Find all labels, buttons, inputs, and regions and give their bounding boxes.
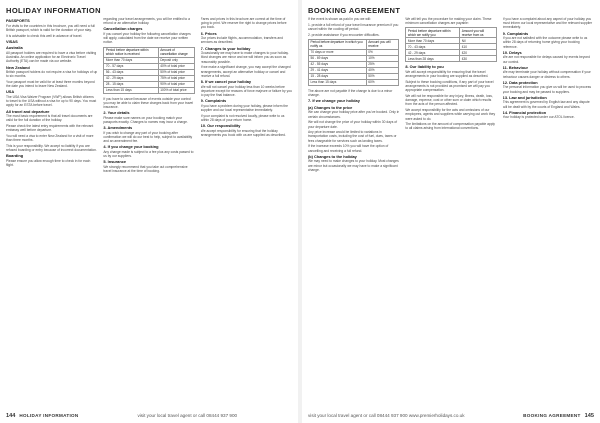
column-1 [308,17,399,405]
paragraph: We accept responsibility for ensuring that the holiday arrangements you book with us are supplied as described. [200,128,286,137]
column-2-body [405,65,496,130]
paragraph: The most basic requirement is that all travel documents are valid for the full duration of the holiday. [6,114,93,123]
compensation-table [405,27,496,62]
paragraph: Subject to these booking conditions, if any part of your travel arrangements is not provided as promised we will pay you appropriate compensation. [405,79,494,93]
paragraph: 1. provide a full refund of your travel insurance premium if you cancel within the cooling off period. [308,22,399,31]
section-heading: PASSPORTS [6,18,30,23]
column-header: Amount you will receive [366,39,399,49]
section-heading: 6. Prices [200,30,217,36]
section-heading: All travel and departure [6,108,50,114]
paragraph: If the event is shown as paid in you we will: [308,17,371,21]
paragraph: We will not change the price of your holiday within 30 days of your departure date. [308,120,398,129]
table-cell: £30 [460,56,496,62]
table-cell: 28 - 15 days [104,81,158,87]
table-row [104,87,194,93]
section-heading: 4. If you change your booking [103,144,159,150]
section-heading: 5. Insurance [103,159,127,165]
table-cell: More than 70 days [406,38,460,44]
section-heading: New Zealand [6,64,30,70]
footer-label: HOLIDAY INFORMATION [19,413,79,418]
page-title: HOLIDAY INFORMATION [6,6,101,15]
column-3 [201,17,292,405]
table-cell: Less than 15 days [309,79,367,85]
section-heading: 8. Our liability to you [405,64,444,70]
paragraph: We can change your holiday price after you've booked. Only in certain circumstances. [308,110,400,119]
paragraph: Your holiday is protected under our ATOL licence. [502,115,575,120]
column-header: Period before departure within which we notify you [406,28,460,38]
paragraph: The personal information you give us will be used to process your booking and may be passed to suppliers. [502,85,591,94]
right-page [302,0,600,423]
page-number: 145 [584,413,594,419]
paragraph: Your passport must be valid for at least three months beyond the date you intend to leave New Zealand. [6,80,95,89]
table-cell: More than 70 days [104,57,158,63]
table-cell: 40% [366,67,399,73]
section-heading: Australia [6,45,23,51]
column-header: Period before departure within which notice is received [104,47,158,57]
paragraph: We will accept responsibility for ensuring that the travel arrangements in your booking are supplied as described. [405,70,489,79]
table-header-row [104,47,194,57]
table-cell: Less than 15 days [104,87,158,93]
paragraph: Fares and prices in this brochure are correct at the time of going to print. We reserve the right to change prices before you book. [200,17,287,30]
column-2-intro [103,17,194,45]
text-columns [308,17,594,405]
page-footer [308,413,594,419]
section-heading: Cancellation charges [103,26,143,32]
paragraph: regarding your travel arrangements, you will be entitled to a refund or an alternative holiday. [103,17,191,26]
paragraph: It is advisable to check this well in advance of travel. [6,33,83,38]
column-1-intro [308,17,399,37]
section-heading: 12. Data protection [502,79,538,85]
paragraph: Please ensure you allow enough time to check in for each flight. [6,158,91,168]
paragraph: If your complaint is not resolved locally, please write to us within 28 days of your return home. [200,113,285,122]
paragraph: We will not cancel your holiday less than 10 weeks before departure except for reasons of force majeure or failure by you to pay the final balance. [200,84,292,97]
table-cell: 56 - 69 days [309,55,367,61]
table-cell: 50% [366,73,399,79]
paragraph: If the increase exceeds 10% you will have the option of cancelling and receiving a full refund. [308,144,389,153]
paragraph: We will not be responsible for any injury, illness, death, loss, damage, expense, cost or other sum or claim which results from the acts of the person affected. [405,94,493,107]
paragraph: If you wish to change any part of your booking after confirmation we will do our best to help, subject to availability and an amendment fee. [103,130,193,144]
section-heading: VISAS [6,38,18,44]
table-row [406,56,496,62]
column-2 [405,17,496,405]
paragraph: If you have to cancel because of events outside your control you may be able to claim these charges back from your travel insurance. [103,96,194,110]
table-cell: 75% of total price [158,75,194,81]
paragraph: 2. provide assistance if you encounter difficulties. [308,32,380,37]
table-cell: 60% [366,79,399,85]
paragraph: If you have a complaint about any aspect of your holiday you must inform our local representative and the relevant supplier immediately. [502,17,593,30]
column-1 [6,17,97,405]
cancellation-charge-table [103,47,194,94]
table-cell: Nil [460,38,496,44]
table-cell: 50% of total price [158,69,194,75]
paragraph: This is your responsibility. We accept no liability if you are refused boarding or entry because of incorrect documentation. [6,143,97,153]
paragraph: This agreement is governed by English law and any dispute will be dealt with by the courts of England and Wales. [502,100,590,109]
footer-contact: visit your local travel agent or call 08444 937 900 www.premierholidays.co.uk [308,413,465,418]
column-3 [503,17,594,405]
section-heading: 7. Changes to your holiday [200,45,251,51]
paragraph: If we make a significant change, you may accept the changed arrangements, accept an alternative holiday or cancel and receive a full refund. [200,65,291,78]
section-heading: 10. Our responsibility [200,123,241,129]
section-heading: 8. If we cancel your holiday [200,78,252,84]
table-cell: 70 - 43 days [406,44,460,50]
table-cell: 90% of total price [158,81,194,87]
paragraph: If you cancel your holiday the following cancellation charges will apply, calculated from the date we receive your written notice. [103,32,191,45]
section-heading: 10. Delays [502,49,522,55]
paragraph: All passport holders are required to have a visa before visiting Australia. An online application for an Electronic Travel Authority (ETA) can be made via our website. [6,50,97,64]
table-cell: 15 - 28 days [309,73,367,79]
paragraph: We accept responsibility for the acts and omissions of our employees, agents and suppliers while carrying out work they were asked to do. [405,108,496,121]
paragraph: If you have a problem during your holiday, please inform the supplier and our local representative immediately. [200,103,289,112]
section-heading: 9. Complaints [200,98,227,104]
table-cell: £10 [460,44,496,50]
refund-schedule-table [308,39,399,86]
section-heading: 2. Your details [103,110,130,116]
page-footer [6,413,292,419]
paragraph: The limitations on the amount of compensation payable apply to all claims arising from international conventions. [405,122,495,131]
table-cell: Less than 28 days [406,56,460,62]
section-heading: (b) Changes to the holiday [308,153,357,159]
section-heading: Boarding [6,153,24,159]
section-heading: 13. Law and jurisdiction [502,94,547,100]
table-cell: 40% of total price [158,63,194,69]
column-2 [103,17,194,405]
paragraph: Occasionally we may have to make changes to your holiday. Most changes are minor and we will inform you as soon as reasonably possible. [200,51,289,64]
table-cell: 70 days or more [309,49,367,55]
table-cell: £20 [460,50,496,56]
footer-label: BOOKING AGREEMENT [523,413,581,418]
paragraph: British passport holders do not require a visa for holidays of up to six months. [6,70,98,79]
paragraph: We will tell you the procedure for making your claim. These minimum cancellation charges are payable: [405,17,492,26]
paragraph: The above are not payable if the change is due to a minor change. [308,88,393,98]
page-number: 144 [6,413,16,419]
table-cell: 42 - 29 days [406,50,460,56]
paragraph: We may need to make changes to your holiday. Most changes are minor but occasionally we may have to make a significant change. [308,159,399,172]
section-heading: 11. Behaviour [502,64,528,70]
section-heading: 3. Amendments [103,125,133,131]
column-header: Amount of cancellation charge [158,47,194,57]
page-title: BOOKING AGREEMENT [308,6,401,15]
paragraph: Please check the latest entry requirements with the relevant embassy well before departure. [6,124,94,133]
section-heading: (a) Changes to the price [308,104,353,110]
paragraph: We may terminate your holiday without compensation if your behaviour causes danger or distress to others. [502,70,591,79]
text-columns [6,17,292,405]
paragraph: We strongly recommend that you take out comprehensive travel insurance at the time of booking. [103,165,188,174]
column-2-intro [405,17,496,25]
paragraph: If you are not satisfied with the outcome please write to us within 28 days of returning home giving your booking reference. [502,36,588,49]
column-header: Period before departure in which you notify us [309,39,367,49]
column-2-body [103,97,194,174]
table-cell: Deposit only [158,57,194,63]
table-header-row [406,28,496,38]
section-heading: 7. If we change your holiday [308,98,360,104]
column-1-body [308,89,399,172]
table-cell: 70 - 57 days [104,63,158,69]
paragraph: You will need a visa to enter New Zealand for a visit of more than three months. [6,134,94,143]
table-cell: 10% [366,55,399,61]
table-cell: 42 - 29 days [104,75,158,81]
paragraph: For visits to the countries in this brochure, you will need a full British passport, which is valid for the duration of your stay. [6,23,95,32]
paragraph: The USA Visa Waiver Program (VWP) allows British citizens to travel to the USA without a visa for up to 90 days. You must apply for an ESTA before travel. [6,95,97,108]
paragraph: Any price increase would be limited to variations in transportation costs, including the cost of fuel, dues, taxes or fees chargeable for services such as landing taxes. [308,130,397,143]
table-header-row [309,39,399,49]
paragraph: Please make sure names on your booking match your passports exactly. Changes to names may incur a charge. [103,115,188,125]
table-cell: 56 - 43 days [104,69,158,75]
table-cell: 100% of total price [158,87,194,93]
paragraph: Any change made is subject to a fee plus any costs passed to us by our suppliers. [103,150,194,159]
paragraph: Our prices include flights, accommodation, transfers and services as described. [200,36,283,45]
table-cell: 42 - 55 days [309,61,367,67]
section-heading: 9. Complaints [502,30,529,36]
paragraph: We are not responsible for delays caused by events beyond our control. [502,55,591,64]
table-cell: 25% [366,61,399,67]
section-heading: 14. Financial protection [502,109,547,115]
left-page [0,0,298,423]
table-row [309,79,399,85]
column-header: Amount you will receive from us [460,28,496,38]
footer-contact: visit your local travel agent or call 08444 937 900 [137,413,238,418]
table-cell: 29 - 41 days [309,67,367,73]
section-heading: USA [6,89,15,95]
table-cell: 0% [366,49,399,55]
